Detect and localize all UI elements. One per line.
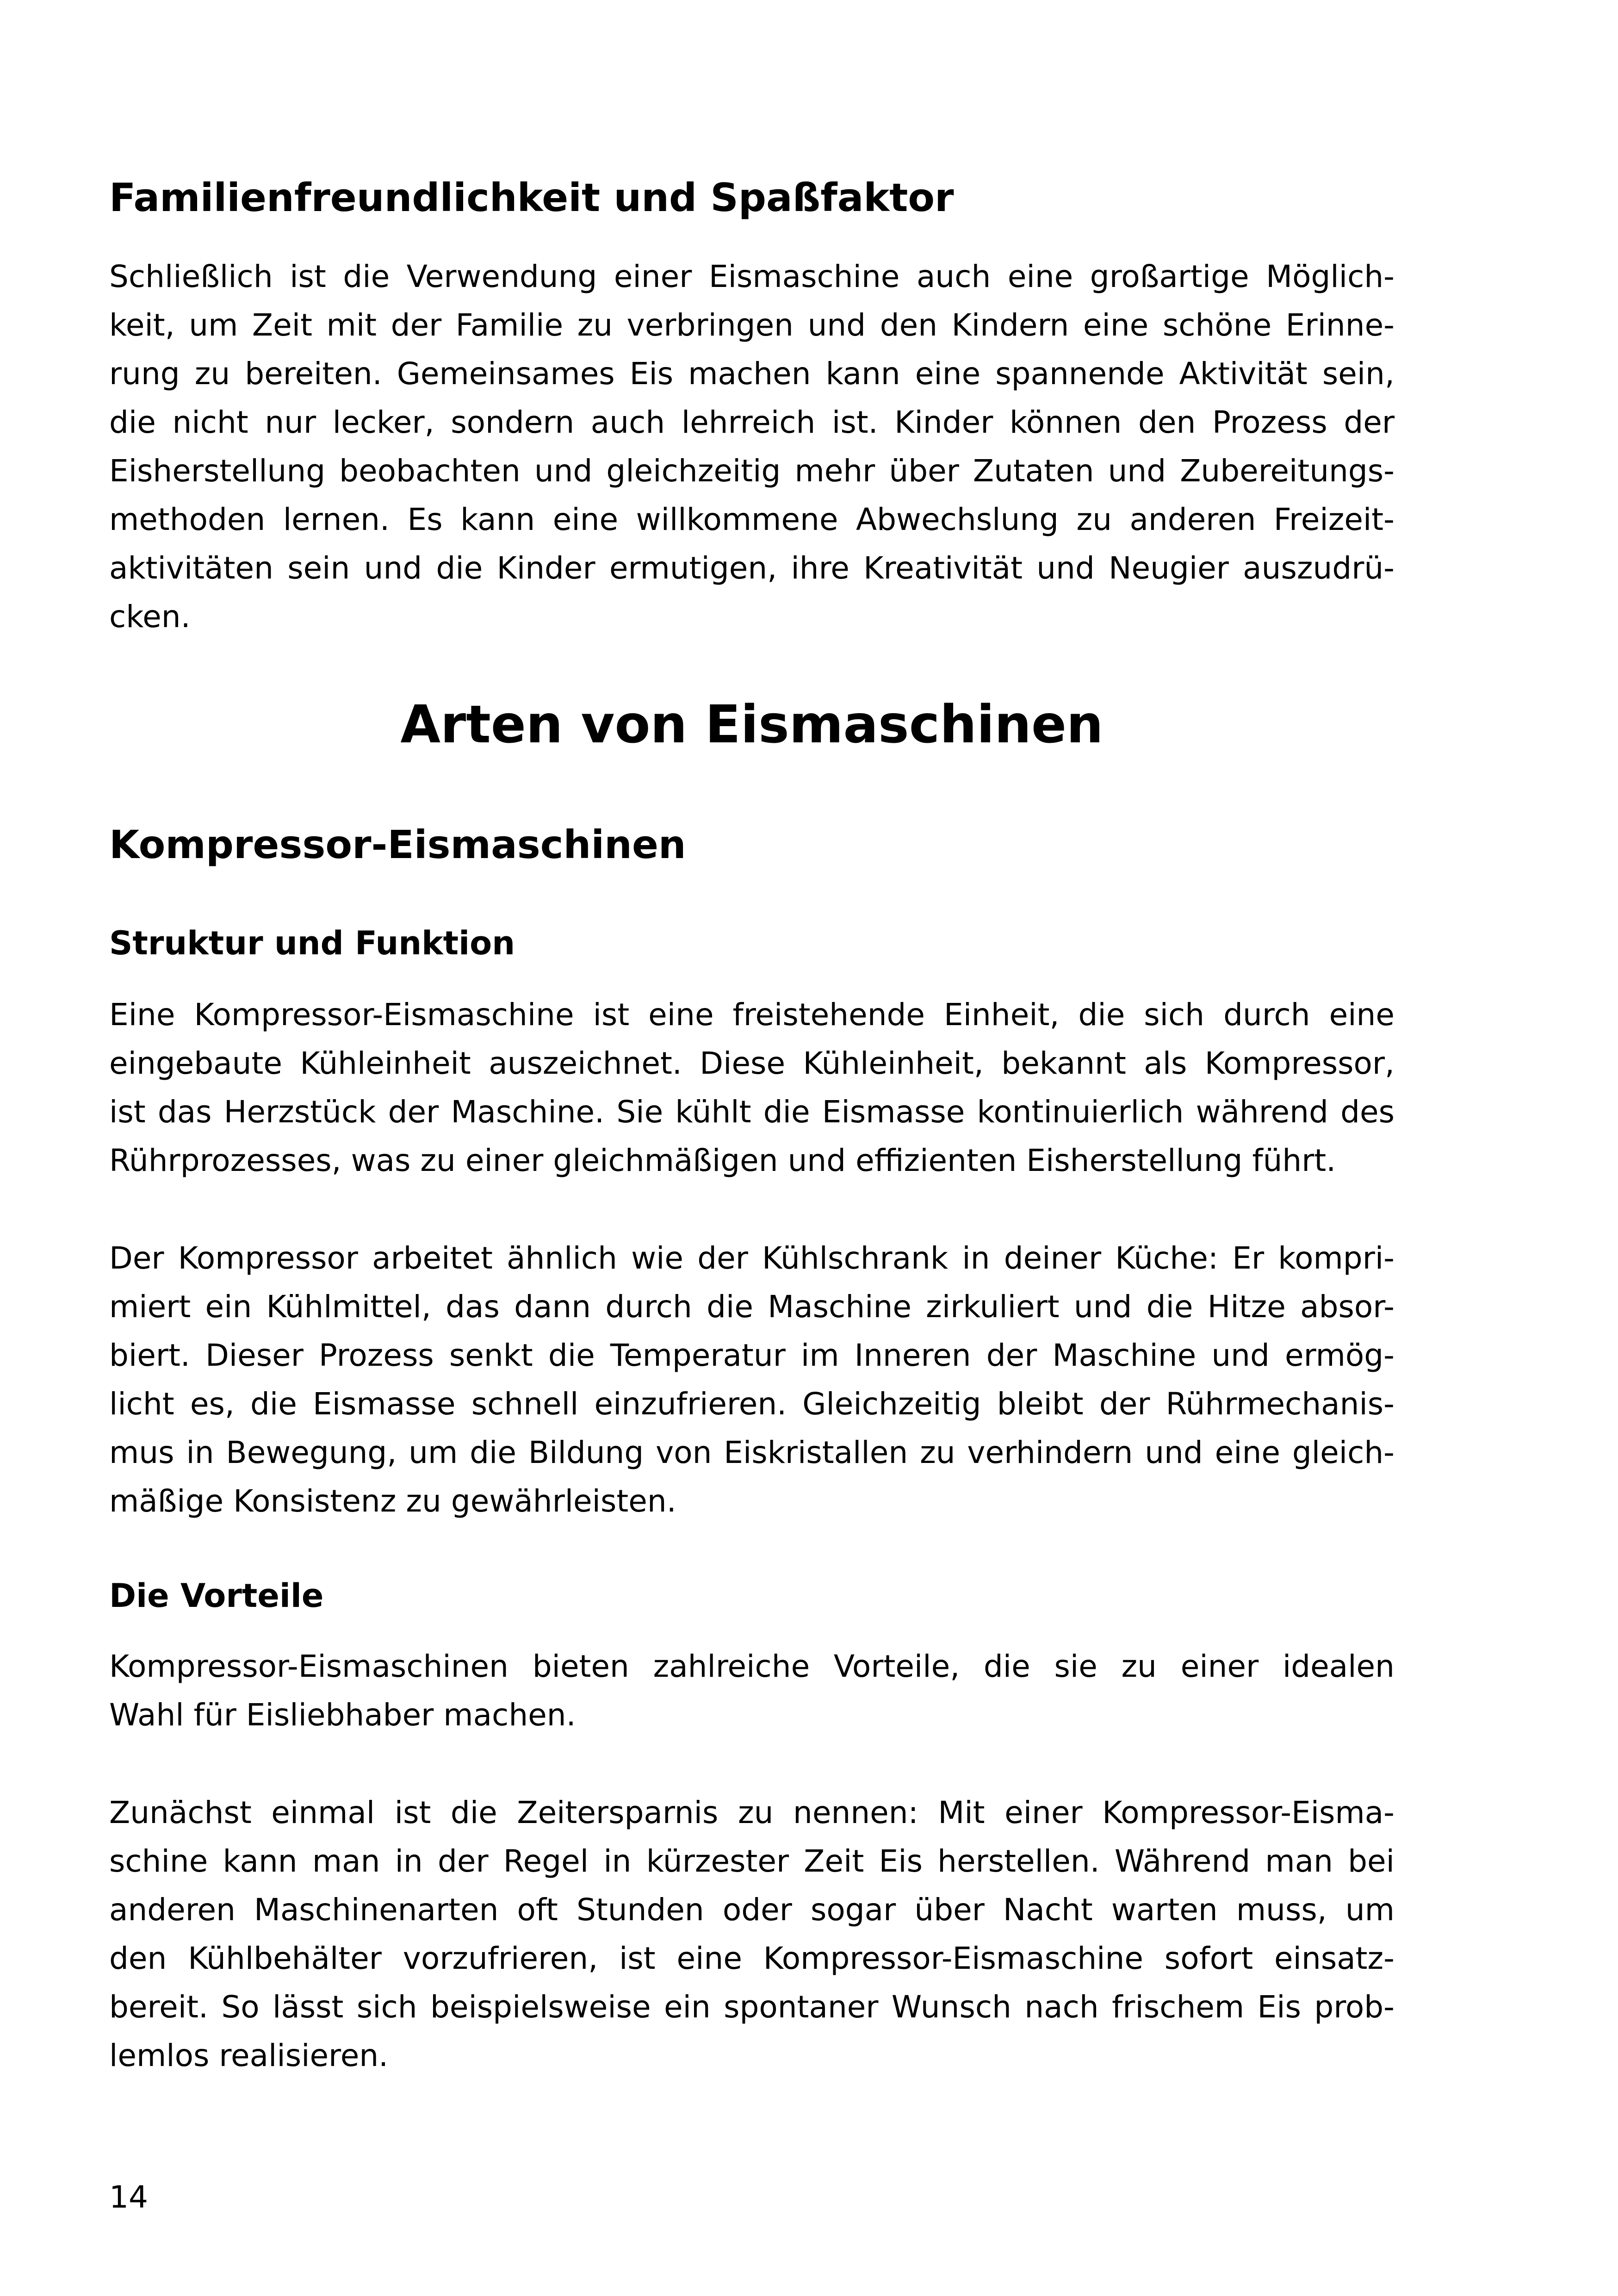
text-line: Zunächst einmal ist die Zeitersparnis zu nennen: Mit einer Kompressor-Eisma- [109,1795,1395,1830]
text-line: Rührprozesses, was zu einer gleichmäßigen und effizienten Eisherstellung führt. [109,1143,1336,1178]
text-line: lemlos realisieren. [109,2038,389,2073]
text-line: licht es, die Eismasse schnell einzufrieren. Gleichzeitig bleibt der Rührmechanis- [109,1386,1395,1422]
advantages-paragraph-2 [109,1788,1395,2080]
structure-paragraph-2 [109,1234,1395,1525]
text-line: bereit. So lässt sich beispielsweise ein spontaner Wunsch nach frischem Eis prob- [109,1989,1395,2025]
text-line: mäßige Konsistenz zu gewährleisten. [109,1483,676,1519]
text-line: Schließlich ist die Verwendung einer Eismaschine auch eine großartige Möglich- [109,259,1395,294]
text-line: cken. [109,599,191,635]
text-line: aktivitäten sein und die Kinder ermutigen, ihre Kreativität und Neugier auszudrü- [109,550,1395,586]
text-line: Kompressor-Eismaschinen bieten zahlreiche Vorteile, die sie zu einer idealen [109,1649,1395,1684]
text-line: methoden lernen. Es kann eine willkommene Abwechslung zu anderen Freizeit- [109,502,1395,537]
structure-paragraph-1 [109,990,1395,1185]
text-line: Der Kompressor arbeitet ähnlich wie der Kühlschrank in deiner Küche: Er kompri- [109,1240,1395,1276]
text-line: anderen Maschinenarten oft Stunden oder sogar über Nacht warten muss, um [109,1892,1395,1928]
subsection-structure [109,921,1395,965]
subsection-heading: Die Vorteile [109,1577,324,1615]
section-family [109,172,1395,223]
text-line: Eine Kompressor-Eismaschine ist eine freistehende Einheit, die sich durch eine [109,997,1395,1033]
page-number: 14 [109,2179,148,2215]
text-line: miert ein Kühlmittel, das dann durch die Maschine zirkuliert und die Hitze absor- [109,1289,1395,1325]
paragraph [109,1788,1395,2080]
section-compressor [109,819,1395,870]
paragraph [109,1642,1395,1739]
section-heading: Familienfreundlichkeit und Spaßfaktor [109,175,954,220]
text-line: eingebaute Kühleinheit auszeichnet. Diese Kühleinheit, bekannt als Kompressor, [109,1045,1395,1081]
text-line: Eisherstellung beobachten und gleichzeitig mehr über Zutaten und Zubereitungs- [109,453,1395,489]
text-line: den Kühlbehälter vorzufrieren, ist eine Kompressor-Eismaschine sofort einsatz- [109,1941,1395,1976]
paragraph [109,1234,1395,1525]
section-heading: Kompressor-Eismaschinen [109,822,686,867]
family-paragraph [109,252,1395,641]
paragraph [109,990,1395,1185]
text-line: ist das Herzstück der Maschine. Sie kühlt die Eismasse kontinuierlich während des [109,1094,1395,1130]
text-line: keit, um Zeit mit der Familie zu verbringen und den Kindern eine schöne Erinne- [109,307,1395,343]
text-line: die nicht nur lecker, sondern auch lehrreich ist. Kinder können den Prozess der [109,404,1395,440]
subsection-advantages [109,1574,1395,1618]
text-line: schine kann man in der Regel in kürzester Zeit Eis herstellen. Während man bei [109,1843,1395,1879]
text-line: Wahl für Eisliebhaber machen. [109,1697,576,1733]
text-line: rung zu bereiten. Gemeinsames Eis machen kann eine spannende Aktivität sein, [109,356,1395,392]
text-line: mus in Bewegung, um die Bildung von Eiskristallen zu verhindern und eine gleich- [109,1435,1395,1470]
subsection-heading: Struktur und Funktion [109,924,515,962]
chapter-title: Arten von Eismaschinen [400,695,1103,755]
advantages-paragraph-1 [109,1642,1395,1739]
paragraph [109,252,1395,641]
text-line: biert. Dieser Prozess senkt die Temperatur im Inneren der Maschine und ermög- [109,1338,1395,1373]
